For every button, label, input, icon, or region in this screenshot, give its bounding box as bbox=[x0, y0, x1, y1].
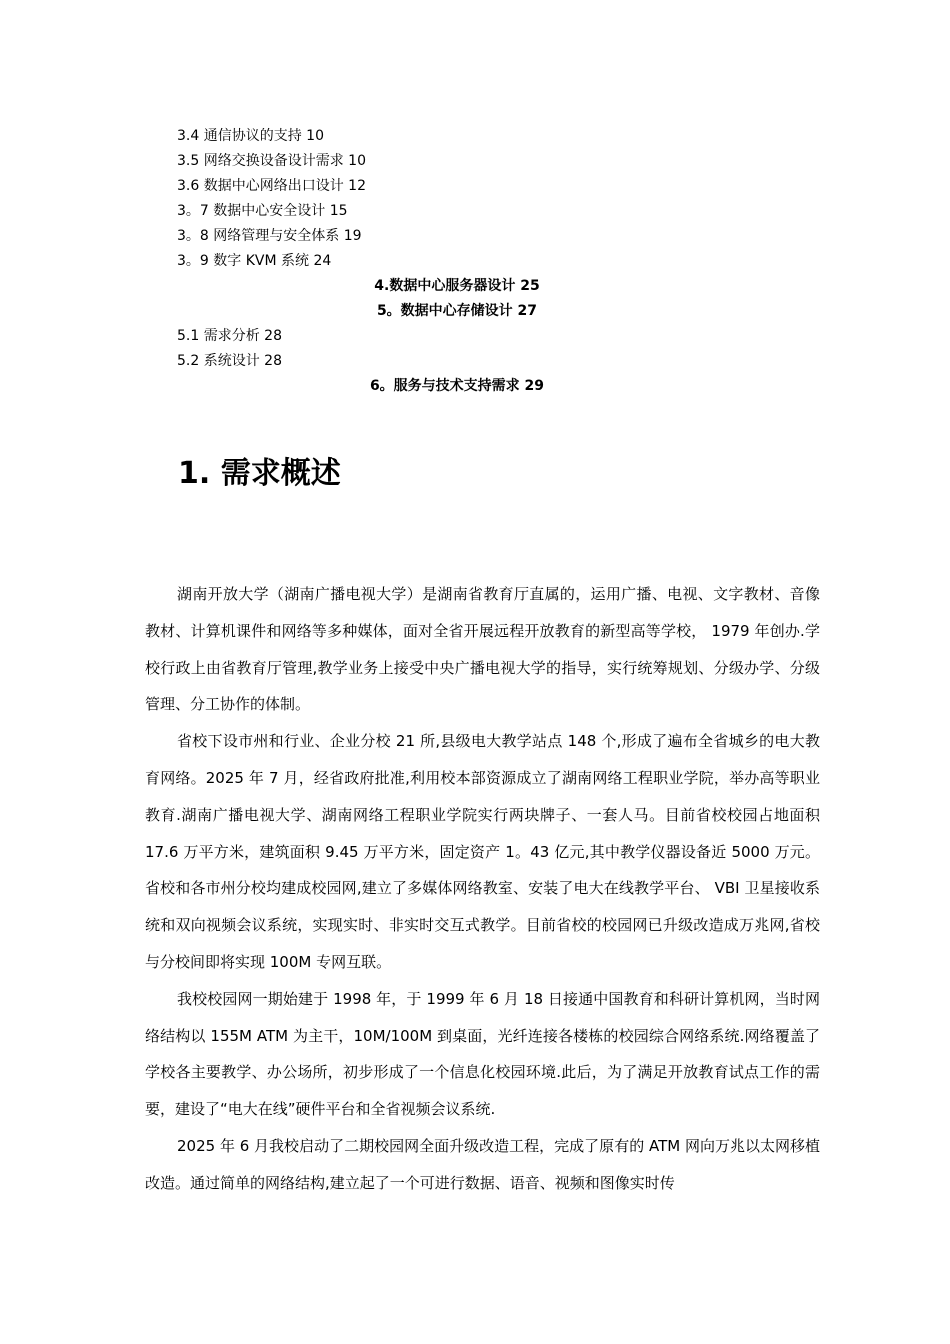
toc-entry[interactable]: 3.5 网络交换设备设计需求 10 bbox=[177, 153, 366, 169]
toc-chapter-entry[interactable]: 4.数据中心服务器设计 25 bbox=[374, 278, 540, 294]
toc-entry[interactable]: 5.1 需求分析 28 bbox=[177, 328, 282, 344]
paragraph: 湖南开放大学（湖南广播电视大学）是湖南省教育厅直属的，运用广播、电视、文字教材、音像教材、计算机课件和网络等多种媒体，面对全省开展远程开放教育的新型高等学校， 1979 年创办.学校行政上由省教育厅管理,教学业务上接受中央广播电视大学的指导，实行统筹规划、分级办学、分级管理、分工协作的体制。 bbox=[145, 585, 820, 714]
paragraph: 省校下设市州和行业、企业分校 21 所,县级电大教学站点 148 个,形成了遍布全省城乡的电大教育网络。2025 年 7 月，经省政府批准,利用校本部资源成立了湖南网络工程职业学院，举办高等职业教育.湖南广播电视大学、湖南网络工程职业学院实行两块牌子、一套人马。目前省校校园占地面积 17.6 万平方米，建筑面积 9.45 万平方米，固定资产 1。43 亿元,其中教学仪器设备近 5000 万元。省校和各市州分校均建成校园网,建立了多媒体网络教室、安装了电大在线教学平台、 VBI 卫星接收系统和双向视频会议系统，实现实时、非实时交互式教学。目前省校的校园网已升级改造成万兆网,省校与分校间即将实现 100M 专网互联。 bbox=[145, 732, 820, 971]
paragraph: 我校校园网一期始建于 1998 年，于 1999 年 6 月 18 日接通中国教育和科研计算机网，当时网络结构以 155M ATM 为主干，10M/100M 到桌面，光纤连接各楼栋的校园综合网络系统.网络覆盖了学校各主要教学、办公场所，初步形成了一个信息化校园环境.此后，为了满足开放教育试点工作的需要，建设了“电大在线”硬件平台和全省视频会议系统. bbox=[145, 989, 820, 1119]
toc-entry[interactable]: 3。7 数据中心安全设计 15 bbox=[177, 203, 348, 219]
table-of-contents bbox=[177, 124, 837, 399]
paragraph: 2025 年 6 月我校启动了二期校园网全面升级改造工程，完成了原有的 ATM 网向万兆以太网移植改造。通过简单的网络结构,建立起了一个可进行数据、语音、视频和图像实时传 bbox=[145, 1136, 820, 1192]
toc-chapter-entry[interactable]: 5。数据中心存储设计 27 bbox=[376, 303, 538, 319]
section-heading: 1. 需求概述 bbox=[178, 456, 341, 491]
toc-entry[interactable]: 3。8 网络管理与安全体系 19 bbox=[177, 228, 362, 244]
toc-chapter-entry[interactable]: 6。服务与技术支持需求 29 bbox=[369, 378, 545, 394]
toc-entry[interactable]: 3.4 通信协议的支持 10 bbox=[177, 128, 324, 144]
toc-entry[interactable]: 3.6 数据中心网络出口设计 12 bbox=[177, 178, 366, 194]
section-body bbox=[145, 576, 820, 1202]
toc-entry[interactable]: 3。9 数字 KVM 系统 24 bbox=[177, 253, 332, 269]
toc-entry[interactable]: 5.2 系统设计 28 bbox=[177, 353, 282, 369]
